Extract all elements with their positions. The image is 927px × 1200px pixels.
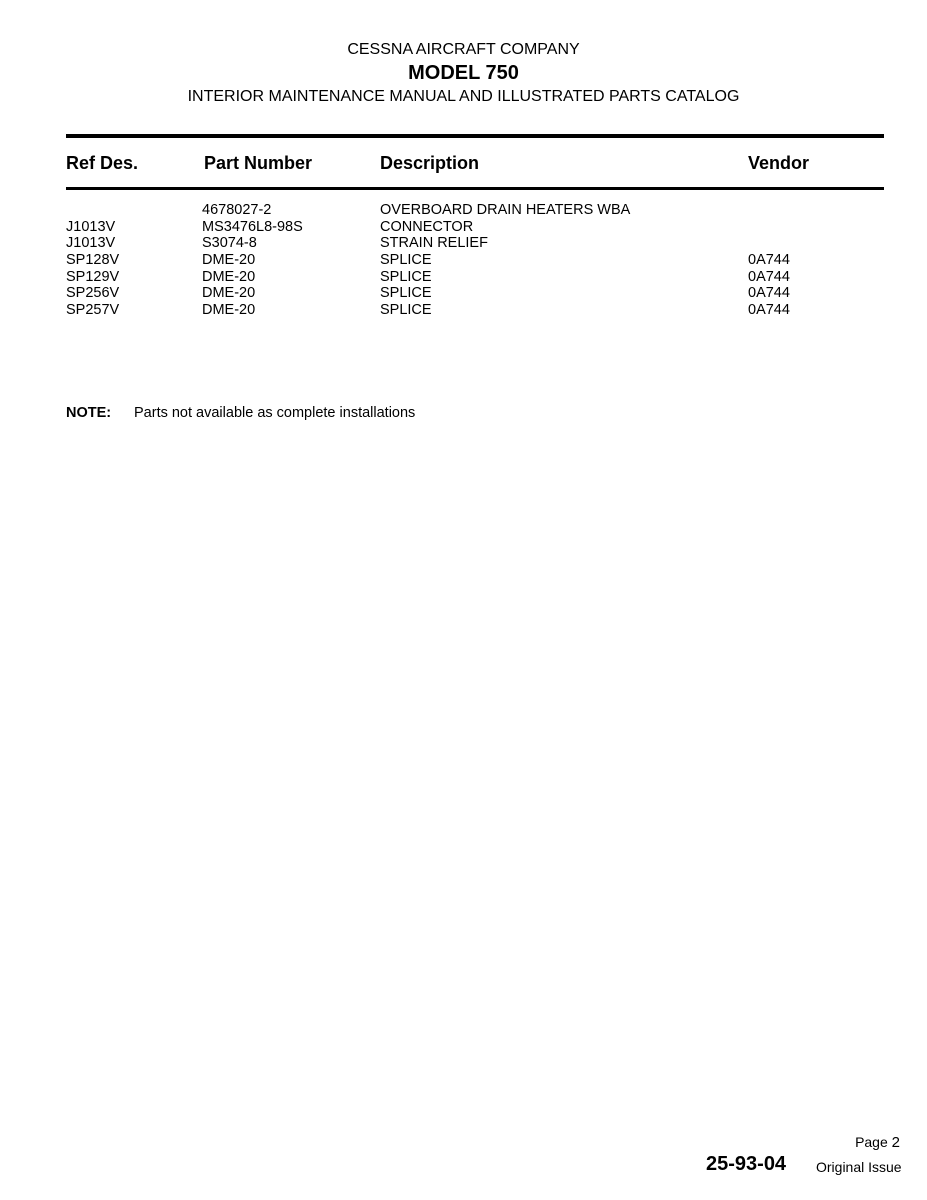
vendor-cell: 0A744	[748, 252, 790, 269]
part-number-cell: DME-20	[202, 252, 256, 269]
table-row	[0, 252, 927, 269]
part-number-cell: 4678027-2	[202, 202, 272, 218]
part-number-cell: S3074-8	[202, 235, 257, 252]
table-row	[0, 269, 927, 286]
ref-des-cell: J1013V	[66, 235, 116, 252]
description-cell: SPLICE	[380, 268, 432, 285]
table-header-rule	[66, 187, 884, 190]
description-cell: SPLICE	[380, 302, 432, 319]
description-cell: CONNECTOR	[380, 218, 474, 235]
part-number-cell: DME-20	[202, 268, 256, 285]
column-header-vendor: Vendor	[748, 153, 810, 173]
description-cell: STRAIN RELIEF	[380, 235, 488, 252]
ref-des-cell: SP128V	[66, 252, 120, 269]
company-name: CESSNA AIRCRAFT COMPANY	[347, 41, 580, 58]
table-top-rule	[66, 134, 884, 138]
model-title: MODEL 750	[408, 62, 519, 84]
note-text: Parts not available as complete installations	[134, 405, 416, 421]
description-cell: SPLICE	[380, 252, 432, 269]
parts-table-body	[0, 202, 927, 319]
column-header-ref-des: Ref Des.	[66, 153, 139, 173]
part-number-cell: MS3476L8-98S	[202, 218, 303, 235]
table-row	[0, 285, 927, 302]
issue-status: Original Issue	[816, 1159, 902, 1175]
page-label: Page	[855, 1134, 888, 1150]
vendor-cell: 0A744	[748, 302, 790, 319]
vendor-cell: 0A744	[748, 268, 790, 285]
description-cell: OVERBOARD DRAIN HEATERS WBA	[380, 202, 631, 218]
manual-title: INTERIOR MAINTENANCE MANUAL AND ILLUSTRATED PARTS CATALOG	[187, 88, 740, 105]
table-row	[0, 202, 927, 219]
document-number: 25-93-04	[706, 1153, 787, 1175]
note	[66, 405, 415, 421]
page-number-value: 2	[891, 1134, 900, 1151]
column-header-description: Description	[380, 153, 480, 173]
part-number-cell: DME-20	[202, 302, 256, 319]
vendor-cell: 0A744	[748, 285, 790, 302]
ref-des-cell: J1013V	[66, 218, 116, 235]
table-row	[0, 219, 927, 236]
table-row	[0, 235, 927, 252]
description-cell: SPLICE	[380, 285, 432, 302]
page-number	[855, 1134, 900, 1151]
ref-des-cell: SP256V	[66, 285, 120, 302]
note-label: NOTE:	[66, 405, 112, 421]
column-header-part-number: Part Number	[204, 153, 313, 173]
ref-des-cell: SP129V	[66, 268, 120, 285]
part-number-cell: DME-20	[202, 285, 256, 302]
table-row	[0, 302, 927, 319]
ref-des-cell: SP257V	[66, 302, 120, 319]
